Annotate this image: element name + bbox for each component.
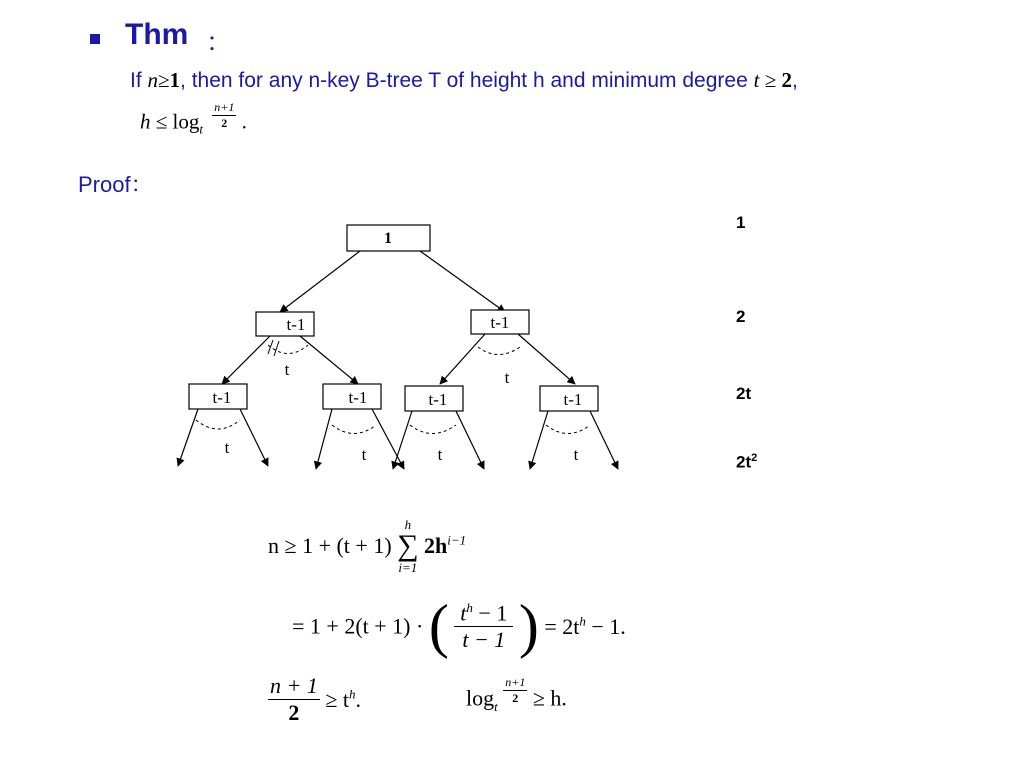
tick-mark — [274, 341, 279, 356]
branch-t-label: t — [224, 438, 230, 457]
bound-fraction: $\frac{n+1}{2}$ — [214, 100, 235, 130]
tick-mark — [268, 340, 273, 354]
level-count-2: 2 — [736, 307, 746, 326]
edge — [440, 334, 485, 384]
branch-t-label: t — [504, 368, 510, 387]
branch-arc — [478, 347, 520, 355]
derivation-fraction: $\frac{t^h - 1}{t - 1}$ — [454, 600, 513, 653]
theorem-statement: If n≥1, then for any n-key B-tree T of height h and minimum degree t ≥ 2, — [130, 68, 798, 92]
derivation-line-3: $\frac{n + 1}{2}$ ≥ $t^h$. — [270, 673, 362, 725]
branch-arc — [332, 425, 376, 434]
level-count-1: 1 — [736, 213, 746, 232]
edge — [420, 251, 505, 312]
edge — [316, 409, 332, 469]
statement-then: , then for any n-key B-tree T of height h and minimum degree — [180, 69, 748, 92]
proof-label: Proof： — [78, 172, 153, 197]
theorem-colon: ： — [206, 27, 233, 57]
edge — [300, 336, 358, 384]
derivation-line-4: $\log_t$ $\frac{n+1}{2}$ ≥ h. — [466, 675, 567, 714]
statement-if: If — [130, 69, 142, 92]
edge — [590, 411, 618, 469]
level-count-4: $2t^2$ — [736, 452, 758, 472]
edge — [393, 411, 412, 469]
height-bound: $h \le \log_t$ $\frac{n+1}{2}$ . — [140, 100, 247, 137]
level3-node-label: t-1 — [428, 390, 448, 409]
branch-t-label: t — [361, 445, 367, 464]
edge — [222, 336, 270, 384]
edge — [240, 409, 268, 466]
derivation-fraction-2: $\frac{n + 1}{2}$ — [270, 673, 318, 725]
branch-t-label: t — [284, 360, 290, 379]
derivation-line-2: = 1 + 2(t + 1) · ( $\frac{t^h - 1}{t - 1}$ ) = $2t^h - 1$. — [292, 593, 626, 659]
level2-node-left-label: t-1 — [286, 315, 306, 334]
branch-t-label: t — [437, 445, 443, 464]
edge — [456, 411, 484, 469]
branch-t-label: t — [573, 445, 579, 464]
branch-arc — [546, 425, 590, 434]
derivation-line-1: n ≥ 1 + (t + 1) h ∑ i=1 $2h^{i-1}$ — [268, 517, 467, 575]
log-fraction: $\frac{n+1}{2}$ — [505, 675, 526, 705]
branch-arc — [410, 425, 456, 434]
edge — [518, 334, 575, 384]
branch-arc — [268, 345, 308, 354]
level-count-3: 2t — [736, 384, 752, 403]
edge — [178, 409, 198, 466]
summation: h ∑ i=1 — [397, 517, 419, 575]
edge — [280, 251, 360, 312]
level2-node-right-label: t-1 — [490, 313, 510, 332]
level3-node-label: t-1 — [348, 388, 368, 407]
theorem-title: Thm — [125, 18, 189, 51]
condition-n: n≥1 — [147, 68, 181, 92]
level3-node-label: t-1 — [212, 388, 232, 407]
edge — [530, 411, 548, 469]
condition-t: t ≥ 2 — [753, 68, 792, 92]
level3-node-label: t-1 — [563, 390, 583, 409]
edge — [372, 409, 404, 469]
branch-arc — [196, 420, 240, 429]
root-node-label: 1 — [384, 230, 392, 247]
